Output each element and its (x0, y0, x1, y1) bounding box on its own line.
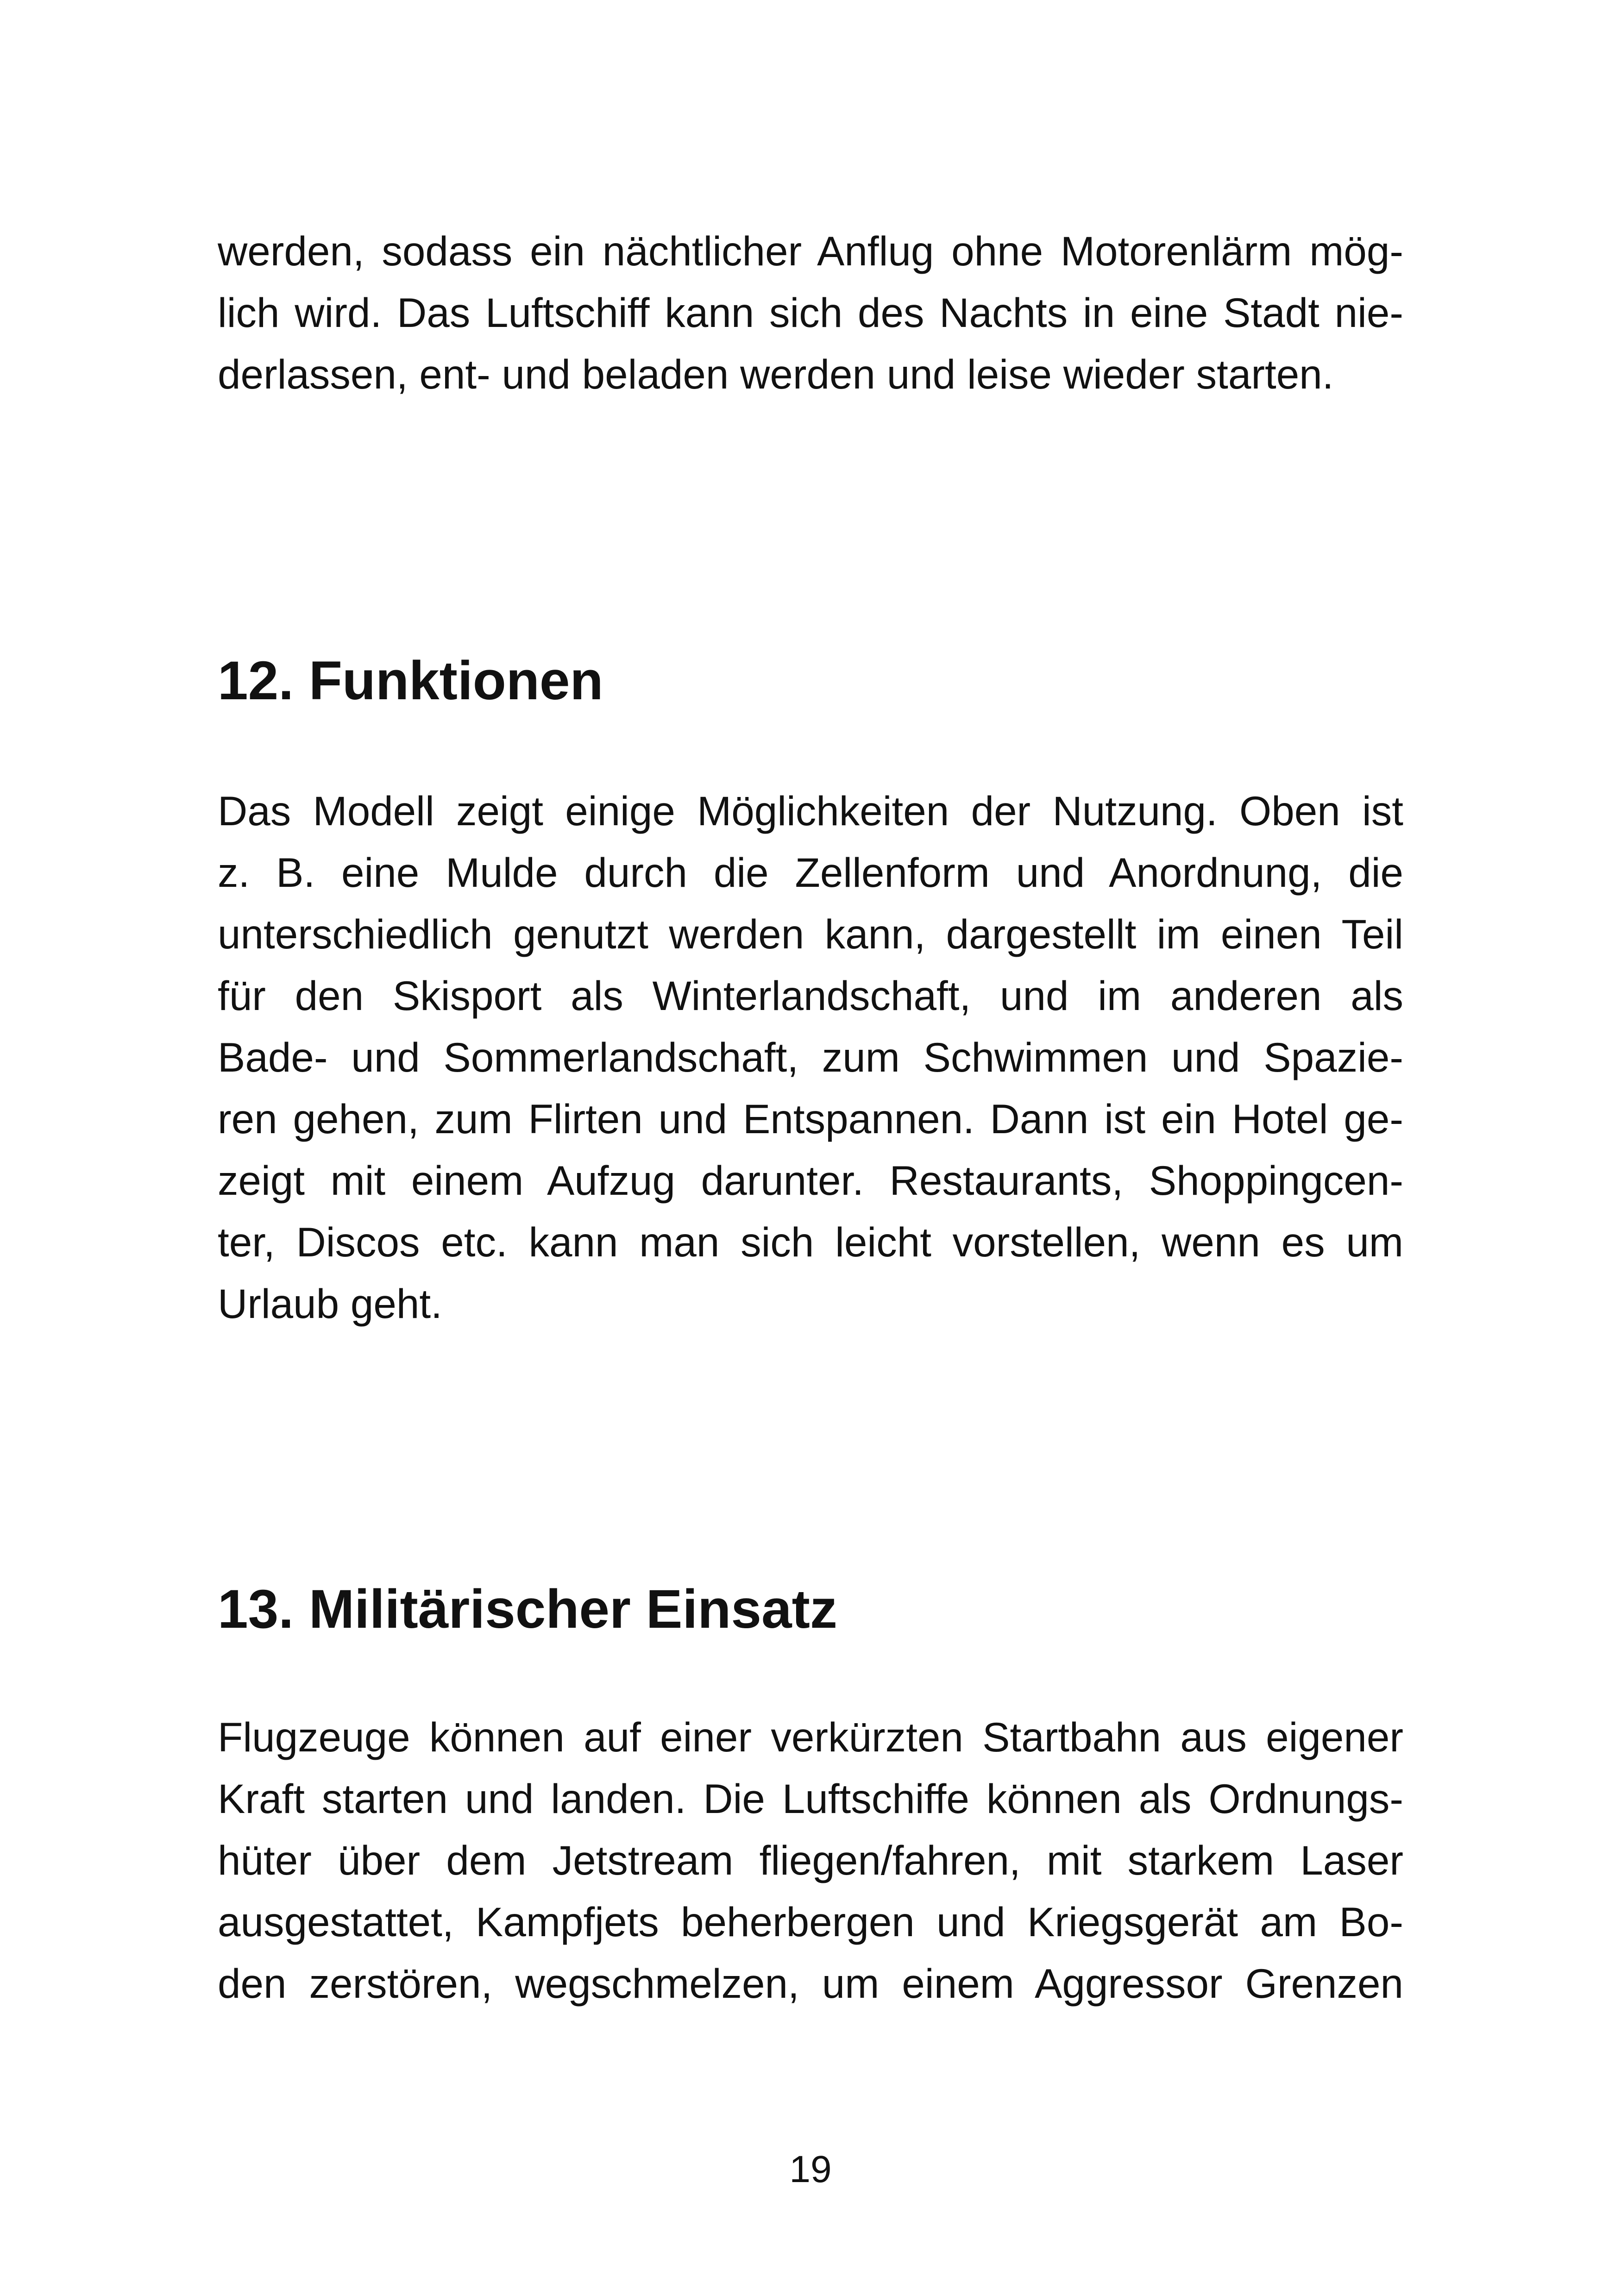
paragraph-line: für den Skisport als Winterlandschaft, und im anderen als (218, 972, 1403, 1019)
paragraph-line: Bade- und Sommerlandschaft, zum Schwimmen und Spazie- (218, 1034, 1403, 1080)
paragraph-line: Kraft starten und landen. Die Luftschiffe können als Ordnungs- (218, 1775, 1403, 1822)
paragraph-line: ter, Discos etc. kann man sich leicht vorstellen, wenn es um (218, 1219, 1403, 1265)
paragraph-line: den zerstören, wegschmelzen, um einem Aggressor Grenzen (218, 1960, 1403, 2007)
paragraph-line: Das Modell zeigt einige Möglichkeiten der Nutzung. Oben ist (218, 788, 1403, 834)
paragraph-line: ausgestattet, Kampfjets beherbergen und Kriegsgerät am Bo- (218, 1899, 1403, 1945)
paragraph-line: Urlaub geht. (218, 1280, 442, 1327)
section-13-heading: 13. Militärischer Einsatz (218, 1579, 837, 1640)
paragraph-line: lich wird. Das Luftschiff kann sich des Nachts in eine Stadt nie- (218, 289, 1403, 336)
section-12-heading: 12. Funktionen (218, 650, 603, 711)
page-number: 19 (789, 2148, 832, 2190)
intro-paragraph (218, 220, 1403, 405)
paragraph-line: hüter über dem Jetstream fliegen/fahren, mit starkem Laser (218, 1837, 1403, 1883)
paragraph-line: ren gehen, zum Flirten und Entspannen. Dann ist ein Hotel ge- (218, 1096, 1403, 1142)
paragraph-line: z. B. eine Mulde durch die Zellenform und Anordnung, die (218, 849, 1403, 896)
section-12-paragraph (218, 780, 1403, 1335)
section-13-paragraph (218, 1706, 1403, 2014)
paragraph-line: derlassen, ent- und beladen werden und leise wieder starten. (218, 351, 1334, 397)
paragraph-line: Flugzeuge können auf einer verkürzten Startbahn aus eigener (218, 1714, 1403, 1760)
paragraph-line: unterschiedlich genutzt werden kann, dargestellt im einen Teil (218, 911, 1403, 957)
paragraph-line: zeigt mit einem Aufzug darunter. Restaurants, Shoppingcen- (218, 1157, 1403, 1204)
paragraph-line: werden, sodass ein nächtlicher Anflug ohne Motorenlärm mög- (218, 228, 1403, 274)
